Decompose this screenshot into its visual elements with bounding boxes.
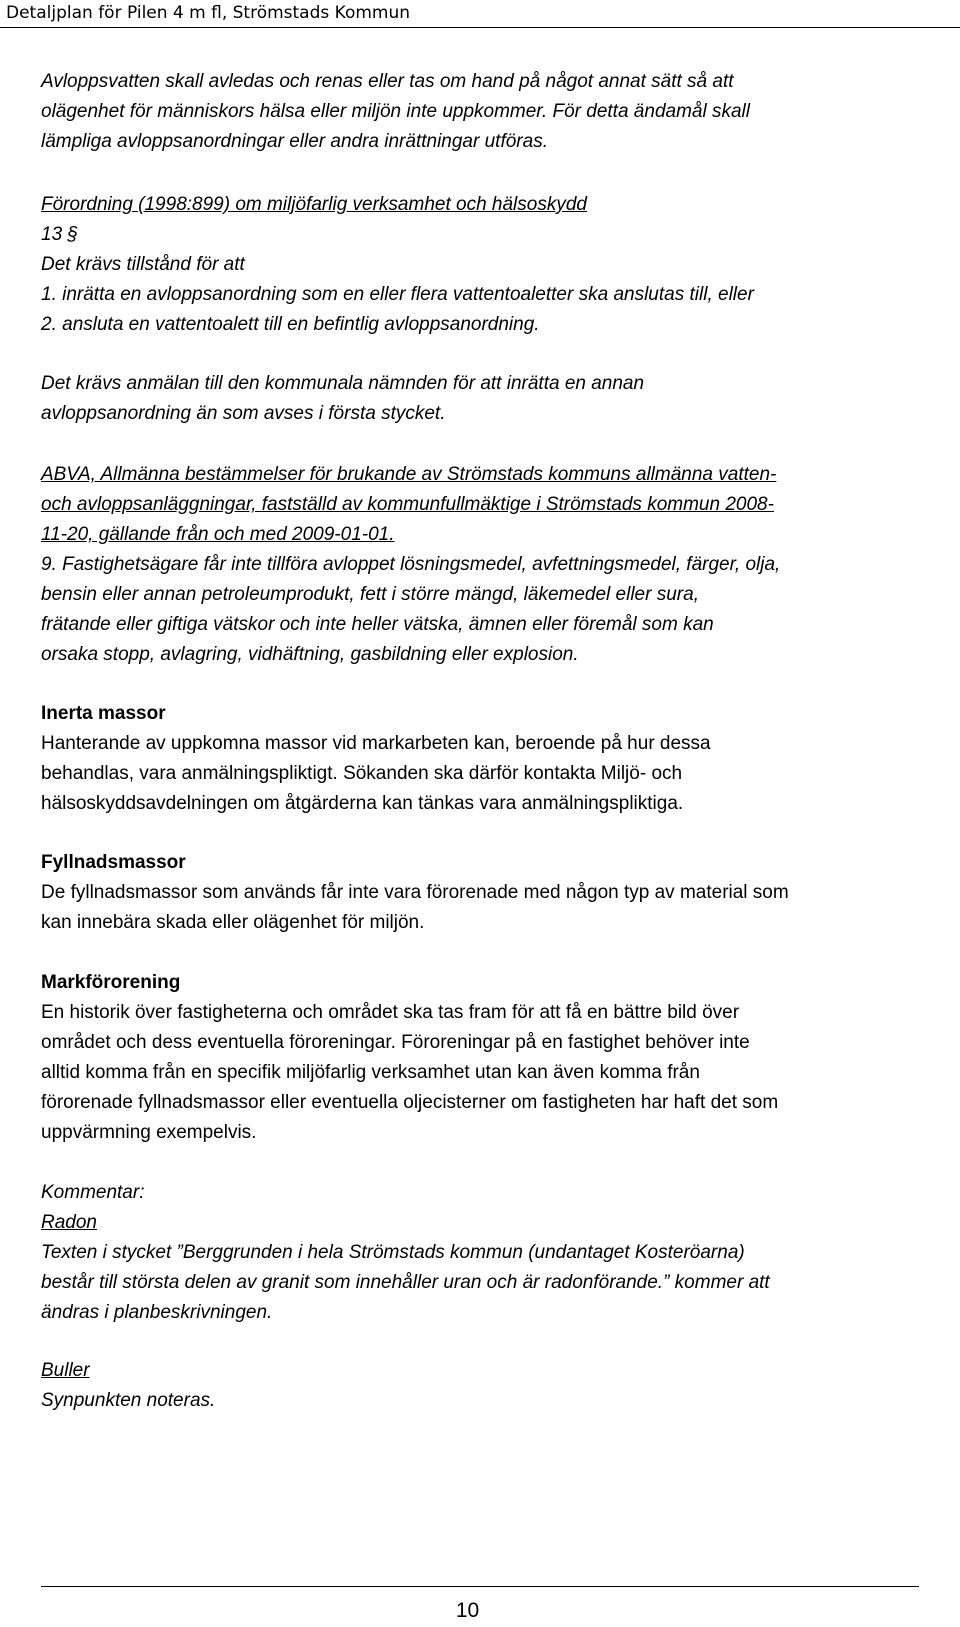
anmalan-paragraph — [41, 369, 936, 429]
abva-link-line[interactable]: 11-20, gällande från och med 2009-01-01. — [41, 524, 395, 545]
text-line: området och dess eventuella föroreningar. Föroreningar på en fastighet behöver inte — [41, 1032, 750, 1053]
inerta-section — [41, 699, 936, 819]
footer-rule — [41, 1586, 919, 1587]
text-line: uppvärmning exempelvis. — [41, 1122, 257, 1143]
fyllnad-section — [41, 848, 936, 938]
section-heading: Inerta massor — [41, 703, 166, 724]
text-line: olägenhet för människors hälsa eller miljön inte uppkommer. För detta ändamål skall — [41, 101, 750, 122]
text-line: ändras i planbeskrivningen. — [41, 1302, 273, 1323]
text-line: förorenade fyllnadsmassor eller eventuella oljecisterner om fastigheten har haft det som — [41, 1092, 779, 1113]
text-line: frätande eller giftiga vätskor och inte heller vätska, ämnen eller föremål som kan — [41, 614, 714, 635]
page-header — [0, 0, 960, 30]
text-line: behandlas, vara anmälningspliktigt. Sökanden ska därför kontakta Miljö- och — [41, 763, 683, 784]
text-line: avloppsanordning än som avses i första stycket. — [41, 403, 446, 424]
abva-section — [41, 460, 936, 670]
text-line: Det krävs anmälan till den kommunala nämnden för att inrätta en annan — [41, 373, 645, 394]
paragraph-ref: 13 § — [41, 224, 78, 245]
buller-heading: Buller — [41, 1360, 90, 1381]
text-line: kan innebära skada eller olägenhet för miljön. — [41, 912, 425, 933]
mark-section — [41, 968, 936, 1148]
text-line: Avloppsvatten skall avledas och renas eller tas om hand på något annat sätt så att — [41, 71, 734, 92]
text-line: lämpliga avloppsanordningar eller andra inrättningar utföras. — [41, 131, 548, 152]
page-number: 10 — [455, 1599, 480, 1622]
text-line: De fyllnadsmassor som används får inte vara förorenade med någon typ av material som — [41, 882, 789, 903]
buller-section — [41, 1356, 936, 1416]
section-heading: Fyllnadsmassor — [41, 852, 186, 873]
text-line: orsaka stopp, avlagring, vidhäftning, gasbildning eller explosion. — [41, 644, 579, 665]
text-line: Texten i stycket ”Berggrunden i hela Strömstads kommun (undantaget Kosteröarna) — [41, 1242, 745, 1263]
section-heading: Markförorening — [41, 972, 181, 993]
list-item: 1. inrätta en avloppsanordning som en eller flera vattentoaletter ska anslutas till, eller — [41, 284, 754, 305]
header-rule — [0, 27, 960, 28]
text-line: hälsoskyddsavdelningen om åtgärderna kan tänkas vara anmälningspliktiga. — [41, 793, 684, 814]
abva-link-line[interactable]: ABVA, Allmänna bestämmelser för brukande av Strömstads kommuns allmänna vatten- — [41, 464, 777, 485]
forordning-section — [41, 190, 936, 340]
forordning-link[interactable]: Förordning (1998:899) om miljöfarlig verksamhet och hälsoskydd — [41, 194, 587, 215]
text-line: Synpunkten noteras. — [41, 1390, 216, 1411]
page-footer — [0, 1586, 960, 1627]
text-line: bensin eller annan petroleumprodukt, fett i större mängd, läkemedel eller sura, — [41, 584, 699, 605]
abva-link-line[interactable]: och avloppsanläggningar, fastställd av kommunfullmäktige i Strömstads kommun 2008- — [41, 494, 774, 515]
radon-heading: Radon — [41, 1212, 97, 1233]
text-line: Det krävs tillstånd för att — [41, 254, 245, 275]
kommentar-label: Kommentar: — [41, 1182, 145, 1203]
header-title: Detaljplan för Pilen 4 m fl, Strömstads Kommun — [6, 3, 411, 23]
text-line: alltid komma från en specifik miljöfarlig verksamhet utan kan även komma från — [41, 1062, 700, 1083]
text-line: Hanterande av uppkomna massor vid markarbeten kan, beroende på hur dessa — [41, 733, 711, 754]
text-line: består till största delen av granit som innehåller uran och är radonförande.” kommer att — [41, 1272, 770, 1293]
text-line: En historik över fastigheterna och området ska tas fram för att få en bättre bild över — [41, 1002, 740, 1023]
kommentar-section — [41, 1178, 936, 1328]
text-line: 9. Fastighetsägare får inte tillföra avloppet lösningsmedel, avfettningsmedel, färger, olja, — [41, 554, 781, 575]
list-item: 2. ansluta en vattentoalett till en befintlig avloppsanordning. — [41, 314, 540, 335]
avlopp-paragraph — [41, 67, 936, 157]
